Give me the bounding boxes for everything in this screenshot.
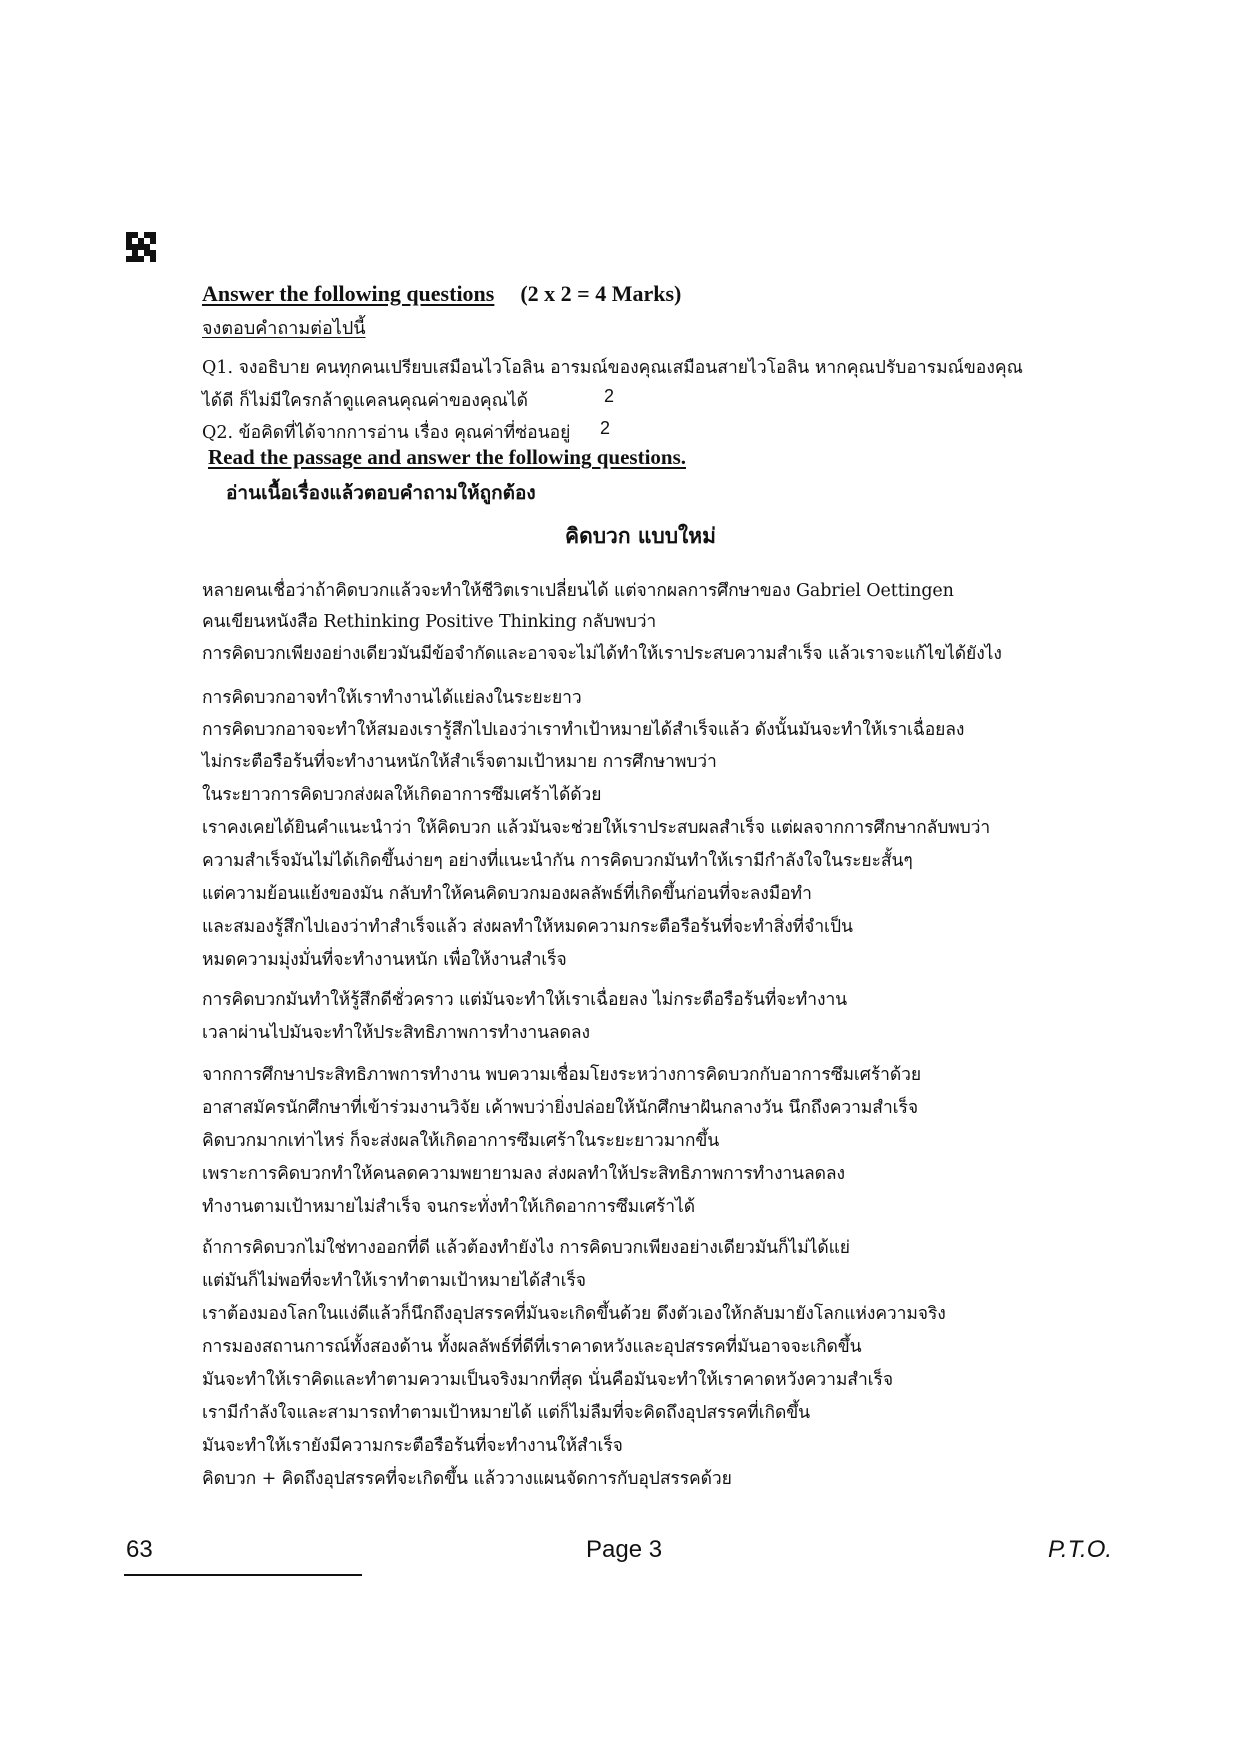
q1-line-1: Q1. จงอธิบาย คนทุกคนเปรียบเสมือนไวโอลิน อารมณ์ของคุณเสมือนสายไวโอลิน หากคุณปรับอารมณ์ของคุณ: [202, 358, 1023, 378]
passage-line: ความสำเร็จมันไม่ได้เกิดขึ้นง่ายๆ อย่างที่แนะนำกัน การคิดบวกมันทำให้เรามีกำลังใจในระยะสั้นๆ: [202, 851, 913, 871]
passage-line: การคิดบวกเพียงอย่างเดียวมันมีข้อจำกัดและอาจจะไม่ได้ทำให้เราประสบความสำเร็จ แล้วเราจะแก้ไขได้ยังไง: [202, 644, 1002, 664]
passage-line: จากการศึกษาประสิทธิภาพการทำงาน พบความเชื่อมโยงระหว่างการคิดบวกกับอาการซึมเศร้าด้วย: [202, 1065, 921, 1085]
passage-line: และสมองรู้สึกไปเองว่าทำสำเร็จแล้ว ส่งผลทำให้หมดความกระตือรือร้นที่จะทำสิ่งที่จำเป็น: [202, 917, 853, 937]
passage-line: หมดความมุ่งมั่นที่จะทำงานหนัก เพื่อให้งานสำเร็จ: [202, 950, 567, 970]
passage-title: คิดบวก แบบใหม่: [565, 523, 716, 548]
passage-line: การมองสถานการณ์ทั้งสองด้าน ทั้งผลลัพธ์ที่ดีที่เราคาดหวังและอุปสรรคที่มันอาจจะเกิดขึ้น: [202, 1337, 862, 1357]
passage-line: การคิดบวกมันทำให้รู้สึกดีชั่วคราว แต่มันจะทำให้เราเฉื่อยลง ไม่กระตือรือร้นที่จะทำงาน: [202, 990, 848, 1010]
reading-thai-instruction: อ่านเนื้อเรื่องแล้วตอบคำถามให้ถูกต้อง: [226, 482, 536, 504]
passage-line: มันจะทำให้เรายังมีความกระตือรือร้นที่จะทำงานให้สำเร็จ: [202, 1436, 623, 1456]
q2-marks: 2: [600, 418, 611, 438]
q1-marks: 2: [604, 386, 615, 406]
section-title: [202, 281, 681, 307]
passage-line: เพราะการคิดบวกทำให้คนลดความพยายามลง ส่งผลทำให้ประสิทธิภาพการทำงานลดลง: [202, 1164, 845, 1184]
passage-line: เราต้องมองโลกในแง่ดีแล้วก็นึกถึงอุปสรรคที่มันจะเกิดขึ้นด้วย ดึงตัวเองให้กลับมายังโลกแห่งความจริง: [202, 1304, 946, 1324]
qr-code-icon: [126, 232, 156, 262]
footer-pto: P.T.O.: [1048, 1536, 1113, 1563]
footer-code: 63: [126, 1536, 153, 1563]
passage-line: การคิดบวกอาจจะทำให้สมองเรารู้สึกไปเองว่าเราทำเป้าหมายได้สำเร็จแล้ว ดังนั้นมันจะทำให้เราเฉื่อยลง: [202, 720, 965, 740]
passage-line: แต่มันก็ไม่พอที่จะทำให้เราทำตามเป้าหมายได้สำเร็จ: [202, 1271, 586, 1291]
section-title-text: Answer the following questions: [202, 281, 495, 306]
passage-line: เราคงเคยได้ยินคำแนะนำว่า ให้คิดบวก แล้วมันจะช่วยให้เราประสบผลสำเร็จ แต่ผลจากการศึกษากลับพบว่า: [202, 818, 991, 838]
footer-page-number: Page 3: [586, 1536, 663, 1563]
passage-line: คิดบวก + คิดถึงอุปสรรคที่จะเกิดขึ้น แล้ววางแผนจัดการกับอุปสรรคด้วย: [202, 1469, 732, 1489]
reading-title: Read the passage and answer the following questions.: [208, 445, 687, 469]
passage-line: คนเขียนหนังสือ Rethinking Positive Thinking กลับพบว่า: [202, 612, 657, 632]
section-marks: (2 x 2 = 4 Marks): [520, 281, 682, 306]
passage-line: ถ้าการคิดบวกไม่ใช่ทางออกที่ดี แล้วต้องทำยังไง การคิดบวกเพียงอย่างเดียวมันก็ไม่ได้แย่: [202, 1238, 850, 1258]
passage-line: มันจะทำให้เราคิดและทำตามความเป็นจริงมากที่สุด นั่นคือมันจะทำให้เราคาดหวังความสำเร็จ: [202, 1370, 894, 1390]
passage-line: การคิดบวกอาจทำให้เราทำงานได้แย่ลงในระยะยาว: [202, 688, 582, 708]
passage-line: ไม่กระตือรือร้นที่จะทำงานหนักให้สำเร็จตามเป้าหมาย การศึกษาพบว่า: [202, 752, 717, 772]
passage-line: เรามีกำลังใจและสามารถทำตามเป้าหมายได้ แต่ก็ไม่ลืมที่จะคิดถึงอุปสรรคที่เกิดขึ้น: [202, 1403, 811, 1423]
q1-line-2: ได้ดี ก็ไม่มีใครกล้าดูแคลนคุณค่าของคุณได้: [202, 391, 528, 411]
passage-line: เวลาผ่านไปมันจะทำให้ประสิทธิภาพการทำงานลดลง: [202, 1023, 590, 1043]
q2-line-1: Q2. ข้อคิดที่ได้จากการอ่าน เรื่อง คุณค่าที่ซ่อนอยู่: [202, 423, 571, 443]
passage-line: ทำงานตามเป้าหมายไม่สำเร็จ จนกระทั่งทำให้เกิดอาการซึมเศร้าได้: [202, 1197, 695, 1217]
section-thai-subtitle: จงตอบคำถามต่อไปนี้: [202, 318, 366, 339]
passage-line: แต่ความย้อนแย้งของมัน กลับทำให้คนคิดบวกมองผลลัพธ์ที่เกิดขึ้นก่อนที่จะลงมือทำ: [202, 884, 812, 904]
passage-line: อาสาสมัครนักศึกษาที่เข้าร่วมงานวิจัย เค้าพบว่ายิ่งปล่อยให้นักศึกษาฝันกลางวัน นึกถึงความสำเร็จ: [202, 1098, 919, 1118]
passage-line: ในระยาวการคิดบวกส่งผลให้เกิดอาการซึมเศร้าได้ด้วย: [202, 785, 602, 805]
footer-rule: [124, 1574, 362, 1576]
passage-line: หลายคนเชื่อว่าถ้าคิดบวกแล้วจะทำให้ชีวิตเราเปลี่ยนได้ แต่จากผลการศึกษาของ Gabriel Oettingen: [202, 581, 954, 601]
passage-line: คิดบวกมากเท่าไหร่ ก็จะส่งผลให้เกิดอาการซึมเศร้าในระยะยาวมากขึ้น: [202, 1131, 720, 1151]
